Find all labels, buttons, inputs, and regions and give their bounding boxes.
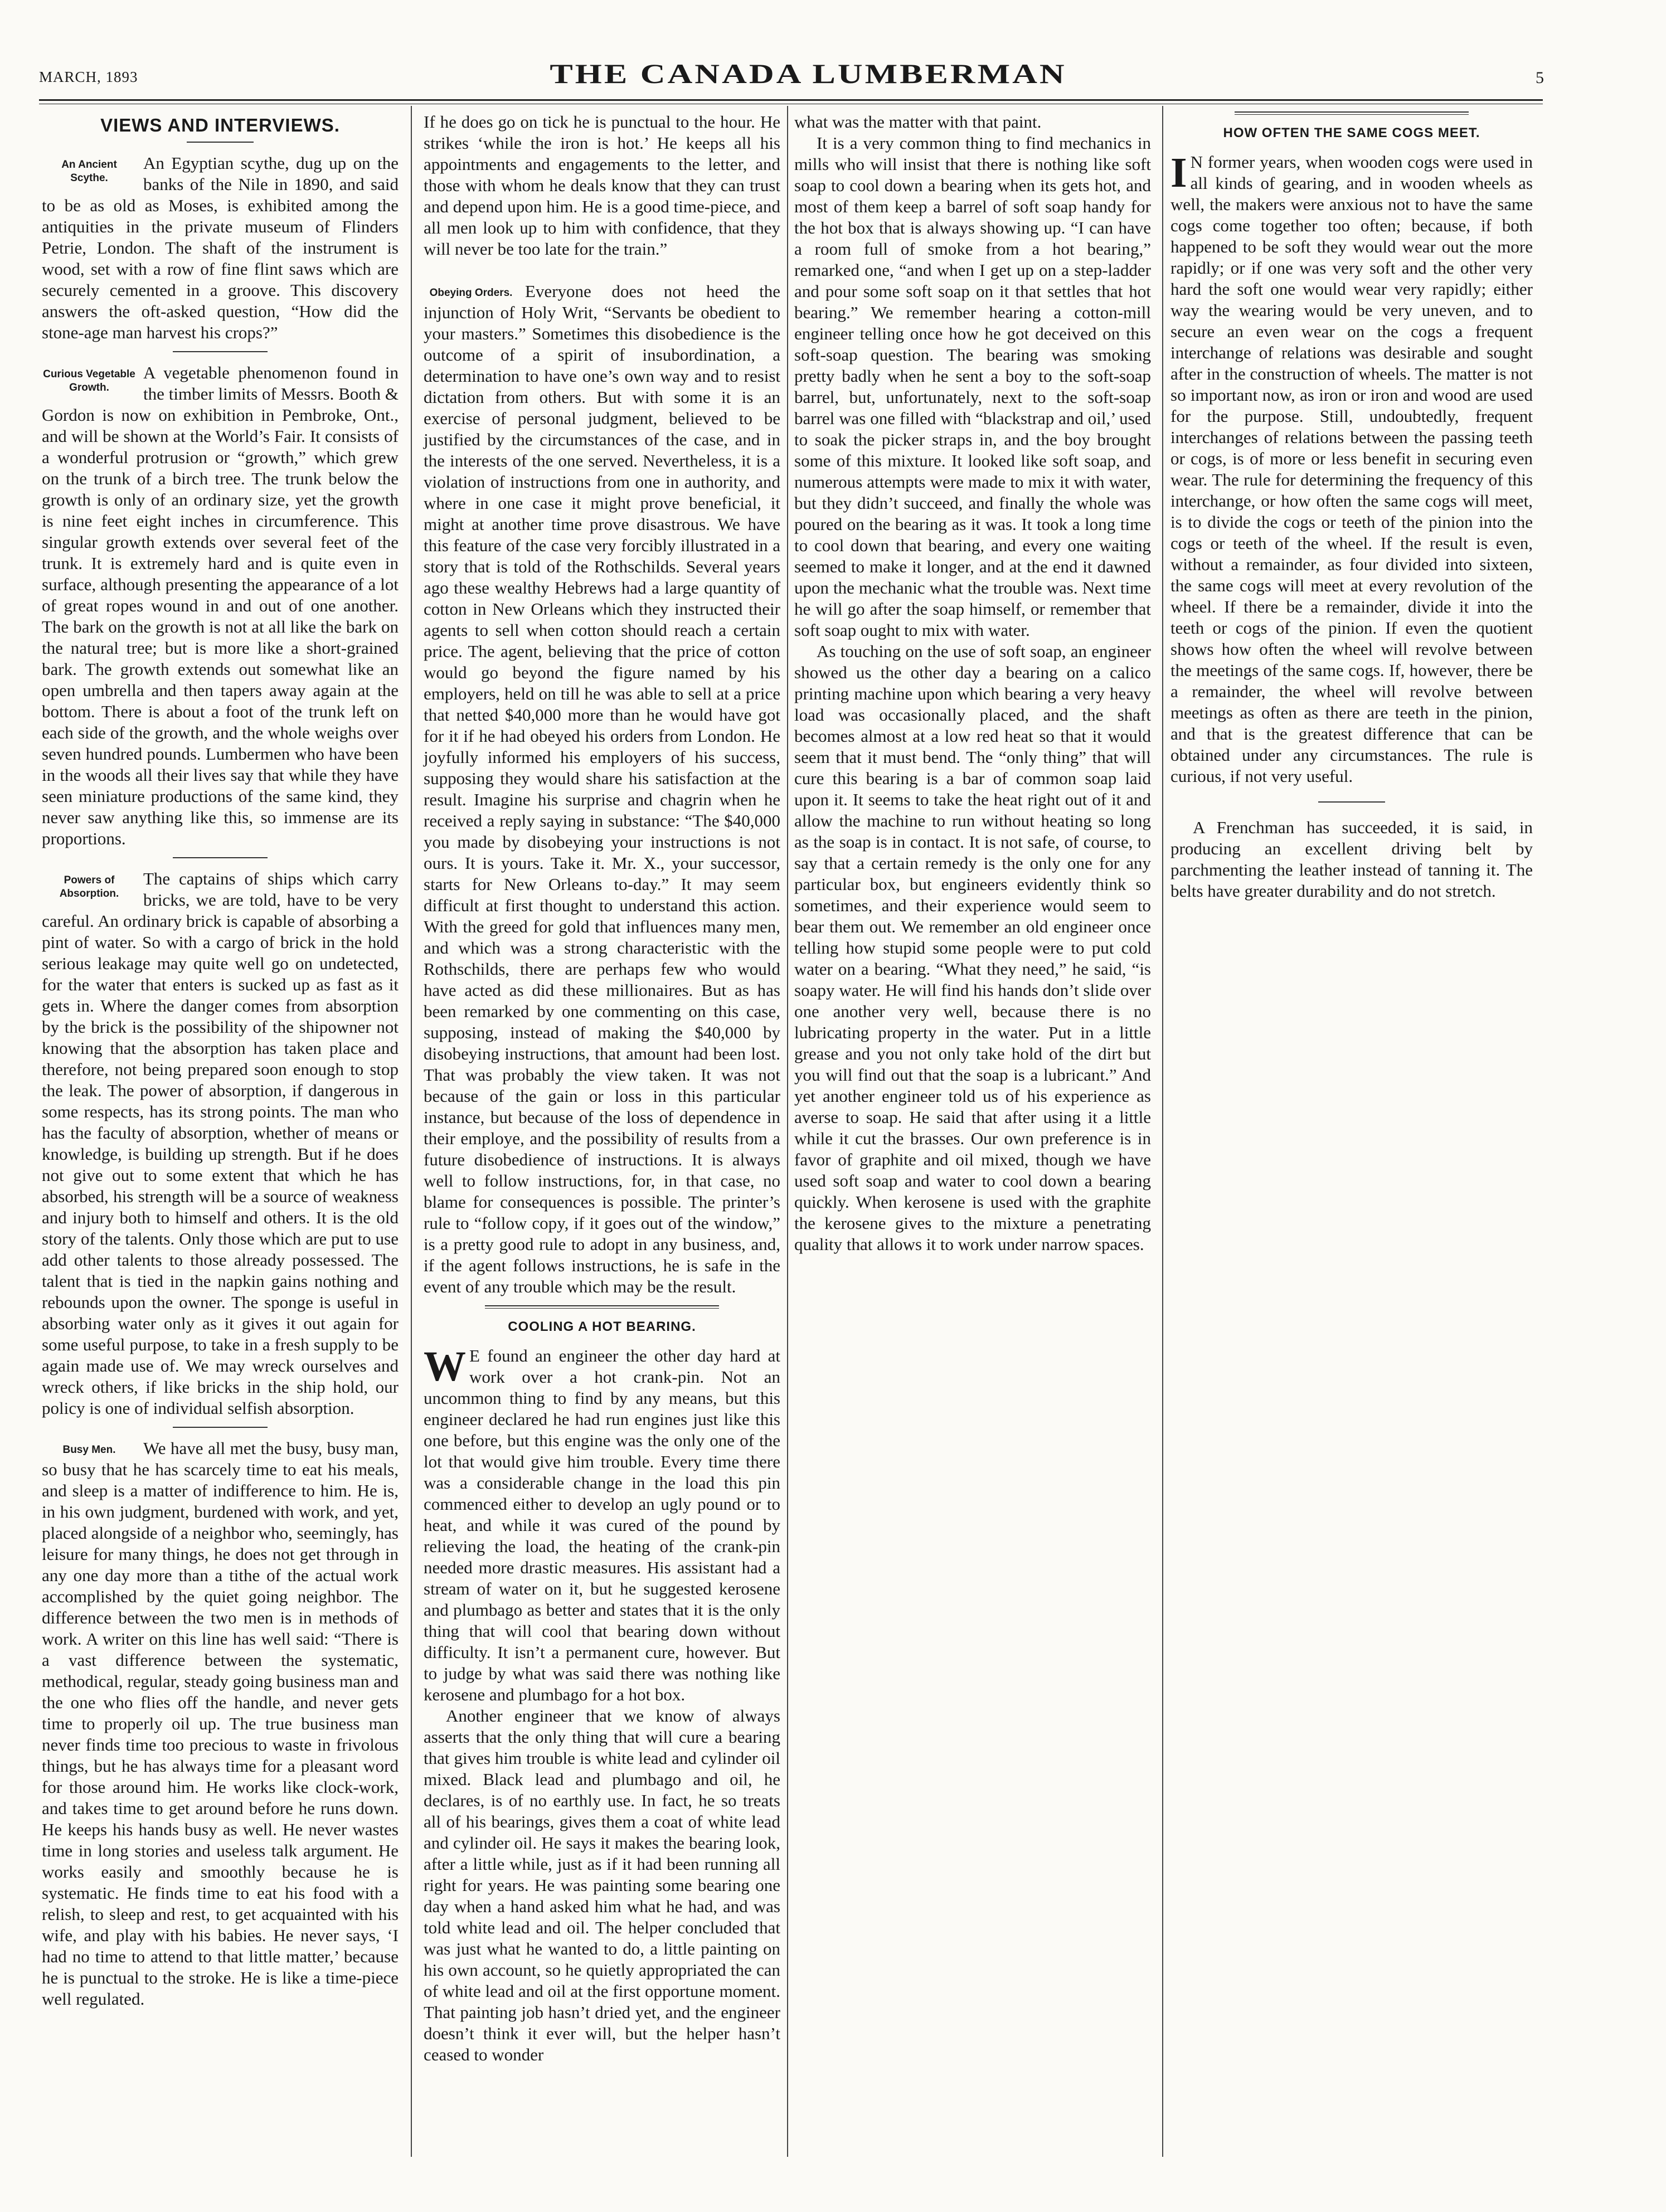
divider <box>1235 111 1469 115</box>
drop-cap: W <box>424 1343 466 1390</box>
side-heading: An Ancient Scythe. <box>61 159 117 184</box>
divider <box>1318 801 1385 803</box>
article-text: what was the matter with that paint. <box>794 112 1042 132</box>
divider <box>173 351 268 352</box>
article-text: We have all met the busy, busy man, so busy that he has scarcely time to eat his meals, and sleep is a matter of indifference to him. He is, in his own judgment, burdened with work, and yet, placed alongside of a neighbor who, seemingly, has leisure for many things, he does not get through in any one day more than a tithe of the actual work accomplished by the quiet going neighbor. The difference between the two men is in methods of work. A writer on this line has well said: “There is a vast difference between the systematic, methodical, regular, steady going business man and the one who flies off the handle, and never gets time to properly oil up. The true business man never finds time too precious to waste in frivolous things, but he has always time for a pleasant word for those around him. He works like clock-work, and takes time to get around before he runs down. He keeps his hands busy as well. He never wastes time in long stories and useless talk argument. He works easily and smoothly because he is systematic. He finds time to eat his food with a relish, to sleep and rest, to get acquainted with his wife, and play with his babies. He never says, ‘I had no time to attend to that little matter,’ because he is punctual to the stroke. He is like a time-piece well regulated. <box>42 1438 399 2009</box>
section-heading: VIEWS AND INTERVIEWS. <box>100 115 340 135</box>
divider <box>173 1427 268 1428</box>
article-vegetable-growth <box>42 362 399 849</box>
article-cooling-bearing <box>424 1345 780 2065</box>
article-cogs <box>1170 149 1533 787</box>
publication-title: THE CANADA LUMBERMAN <box>550 59 1067 90</box>
article-heading: COOLING A HOT BEARING. <box>508 1319 696 1334</box>
article-text: Another engineer that we know of always asserts that the only thing that will cure a bearing that gives him trouble is white lead and cylinder oil mixed. Black lead and plumbago and oil, he declares, is of no earthly use. In fact, he so treats all of his bearings, gives them a coat of white lead and cylinder oil. He says it makes the bearing look, after a little while, just as if it had been running all right for years. He was painting some bearing one day when a hand asked him what he had, and was told white lead and oil. The helper concluded that was just what he wanted to do, a little painting on his own account, so he quietly appropriated the can of white lead and oil at the first opportune moment. That painting job hasn’t dried yet, and the engineer doesn’t think it ever will, but the helper hasn’t ceased to wonder <box>424 1706 780 2064</box>
article-text: E found an engineer the other day hard at work over a hot crank-pin. Not an uncommon thing to find by any means, but this engineer declared he had run engines just like this one before, but this engine was the only one of the lot that would give him trouble. Every time there was a considerable change in the load this pin commenced either to develop an ugly pound or to heat, and while it was cured of the pound by relieving the load, the heating of the crank-pin needed more drastic measures. His assistant had a stream of water on it, but he suggested kerosene and plumbago as better and states that it is the only thing that will cool that bearing down without difficulty. It isn’t a permanent cure, however. But to judge by what was said there was nothing like kerosene and plumbago for a hot box. <box>424 1346 780 1704</box>
page-number: 5 <box>1536 69 1544 87</box>
article-text: If he does go on tick he is punctual to the hour. He strikes ‘while the iron is hot.’ He keeps all his appointments and engagements to the letter, and those with whom he deals know that they can trust and depend upon him. He is a good time-piece, and all men look up to him with confidence, that they will never be too late for the train.” <box>424 112 780 259</box>
article-text: The captains of ships which carry bricks, we are told, have to be very careful. An ordinary brick is capable of absorbing a pint of water. So with a cargo of brick in the hold serious leakage may quite well go on undetected, for the water that enters is sucked up as fast as it gets in. Where the danger comes from absorption by the brick is the possibility of the shipowner not knowing that the absorption has taken place and therefore, not being prepared soon enough to stop the leak. The power of absorption, if dangerous in some respects, has its strong points. The man who has the faculty of absorption, whether of means or knowledge, is building up strength. But if he does not give out to some extent that which he has absorbed, his strength will be a source of weakness and injury both to himself and others. It is the old story of the talents. Only those which are put to use add other talents to those already possessed. The talent that is tied in the napkin gains nothing and rebounds upon the owner. The sponge is useful in absorbing water only as it gives it out again for some useful purpose, to take in a fresh supply to be again made use of. We may wreck ourselves and wreck others, if like bricks in the ship hold, our policy is one of individual selfish absorption. <box>42 869 399 1418</box>
side-heading: Obeying Orders. <box>429 287 513 299</box>
side-heading: Curious Vegetable Growth. <box>43 368 135 393</box>
side-heading: Busy Men. <box>62 1444 116 1456</box>
article-text: As touching on the use of soft soap, an engineer showed us the other day a bearing on a calico printing machine upon which bearing a very heavy load was occasionally placed, and the shaft becomes almost at a low red heat so that it would seem that it must bend. The “only thing” that will cure this bearing is a bar of common soap laid upon it. It seems to take the heat right out of it and allow the machine to run without heating so long as the soap is in contact. It is not safe, of course, to say that a certain remedy is the only one for any particular box, but engineers evidently think so sometimes, and their experience would seem to bear them out. We remember an old engineer once telling how stupid some people were to put cold water on a bearing. “What they need,” he said, “is soapy water. He will find his hands don’t slide over one another very well, because there is no lubricating property in the water. Put in a little grease and you not only take hold of the dirt but you will find out that the soap is a lubricant.” And yet another engineer told us of his experience as averse to soap. He said that after using it a little while it cut the brasses. Our own preference is in favor of graphite and oil mixed, though we have used soft soap and water to cool down a bearing quickly. When kerosene is used with the graphite the kerosene gives to the mixture a penetrating quality that allows it to work under narrow spaces. <box>794 641 1151 1254</box>
side-heading: Powers of Absorption. <box>59 874 119 900</box>
divider <box>485 1305 719 1309</box>
drop-cap: I <box>1170 149 1187 196</box>
column-divider <box>1162 106 1163 2157</box>
column-4 <box>1170 111 1533 902</box>
column-divider <box>787 106 788 2157</box>
divider <box>187 142 254 143</box>
divider <box>173 857 268 858</box>
article-busy-men <box>42 1438 399 2010</box>
issue-date: MARCH, 1893 <box>39 69 138 85</box>
article-heading: HOW OFTEN THE SAME COGS MEET. <box>1223 125 1480 140</box>
column-3 <box>794 111 1151 1255</box>
column-2 <box>424 111 780 2065</box>
article-obeying-orders <box>424 281 780 1297</box>
article-text: A Frenchman has succeeded, it is said, in producing an excellent driving belt by parchmenting the leather instead of tanning it. The belts have greater durability and do not stretch. <box>1170 818 1533 901</box>
article-text: A vegetable phenomenon found in the timber limits of Messrs. Booth & Gordon is now on exhibition in Pembroke, Ont., and will be shown at the World’s Fair. It consists of a wonderful protrusion or “growth,” which grew on the trunk of a birch tree. The trunk below the growth is only of an ordinary size, yet the growth is nine feet eight inches in circumference. This singular growth extends over several feet of the trunk. It is extremely hard and is quite even in surface, although presenting the appearance of a lot of great ropes wound in and out of one another. The bark on the growth is not at all like the bark on the natural tree; but is more like a short-grained bark. The growth extends out somewhat like an open umbrella and then tapers away again at the bottom. There is about a foot of the trunk left on each side of the growth, and the whole weighs over seven hundred pounds. Lumbermen who have been in the woods all their lives say that while they have seen miniature productions of the same kind, they never saw anything like this, so immense are its proportions. <box>42 363 399 848</box>
column-1 <box>42 111 399 2010</box>
article-ancient-scythe <box>42 153 399 343</box>
masthead-rule <box>39 99 1543 101</box>
article-text: An Egyptian scythe, dug up on the banks of the Nile in 1890, and said to be as old as Moses, is exhibited among the antiquities in the private museum of Flinders Petrie, London. The shaft of the instrument is wood, set with a row of fine flint saws which are securely cemented in a groove. This discovery answers the oft-asked question, “How did the stone-age man harvest his crops?” <box>42 153 399 342</box>
column-divider <box>411 106 412 2157</box>
article-text: It is a very common thing to find mechanics in mills who will insist that there is nothing like soft soap to cool down a bearing when its gets hot, and most of them keep a barrel of soft soap handy for the hot box that is always showing up. “I can have a room full of smoke from a hot bearing,” remarked one, “and when I get up on a step-ladder and pour some soft soap on it that settles that hot bearing.” We remember hearing a cotton-mill engineer telling once how he got deceived on this soft-soap question. The bearing was smoking pretty badly when he sent a boy to the soft-soap barrel, but, unfortunately, next to the soft-soap barrel was one filled with “blackstrap and oil,’ used to soak the picker straps in, and the boy brought some of this mixture. It looked like soft soap, and numerous attempts were made to mix it with water, but they didn’t succeed, and finally the whole was poured on the bearing as it was. It took a long time to cool down that bearing, and every one waiting seemed to make it longer, and at the end it dawned upon the mechanic what the trouble was. Next time he will go after the soap himself, or remember that soft soap ought to mix with water. <box>794 133 1151 640</box>
article-text: Everyone does not heed the injunction of Holy Writ, “Servants be obedient to your masters.” Sometimes this disobedience is the outcome of a spirit of insubordination, a determination to have one’s own way and to resist dictation from others. But with some it is an exercise of personal judgment, believed to be justified by the circumstances of the case, and in the interests of the one served. Nevertheless, it is a violation of instructions from one in authority, and where in one case it might prove beneficial, it might at another time prove disastrous. We have this feature of the case very forcibly illustrated in a story that is told of the Rothschilds. Several years ago these wealthy Hebrews had a large quantity of cotton in New Orleans which they instructed their agents to sell when cotton should reach a certain price. The agent, believing that the price of cotton would go beyond the figure named by his employers, held on till he was able to sell at a price that netted $40,000 more than he would have got for it if he had obeyed his orders from London. He joyfully informed his employers of his success, supposing they would share his satisfaction at the result. Imagine his surprise and chagrin when he received a reply saying in substance: “The $40,000 you made by disobeying your instructions is not ours. It is yours. Take it. Mr. X., your successor, starts for New Orleans to-day.” It may seem difficult at first thought to understand this action. With the greed for gold that influences many men, and which was a strong characteristic with the Rothschilds, there are perhaps few who would have acted as did these millionaires. But as has been remarked by one commenting on this case, supposing, instead of making the $40,000 by disobeying instructions, that amount had been lost. That was probably the view taken. It was not because of the gain or loss in this particular instance, but because of the loss of dependence in their employe, and the possibility of results from a future disobedience of instructions. It is always well to follow instructions, for, in that case, no blame for consequences is possible. The printer’s rule to “follow copy, if it goes out of the window,” is a pretty good rule to adopt in any business, and, if the agent follows instructions, he is safe in the event of any trouble which may be the result. <box>424 281 780 1296</box>
masthead <box>39 59 1544 98</box>
article-absorption <box>42 868 399 1419</box>
article-text: N former years, when wooden cogs were used in all kinds of gearing, and in wooden wheels as well, the makers were anxious not to have the same cogs come together too often; because, if both happened to be soft they would wear out the more rapidly; or if one was very soft and the other very hard the soft one would wear very rapidly; either way the wearing would be very uneven, and to secure an even wear on the cogs a frequent interchange of relations was desirable and sought after in the construction of wheels. The matter is not so important now, as iron or iron and wood are used for the purpose. Still, undoubtedly, frequent interchanges of relations between the passing teeth or cogs, is of more or less benefit in securing even wear. The rule for determining the frequency of this interchange, or how often the same cogs will meet, is to divide the cogs or teeth of the pinion into the cogs or teeth of the wheel. If the result is even, without a remainder, as four divided into sixteen, the same cogs will meet at every revolution of the wheel. If there be a remainder, divide it into the teeth or cogs of the pinion. If even the quotient shows how often the wheel will revolve between the meetings of the same cogs. If, however, there be a remainder, the wheel will revolve between meetings as often as there are teeth in the pinion, and that is the greatest difference that can be obtained under any circumstances. The rule is curious, if not very useful. <box>1170 152 1533 786</box>
